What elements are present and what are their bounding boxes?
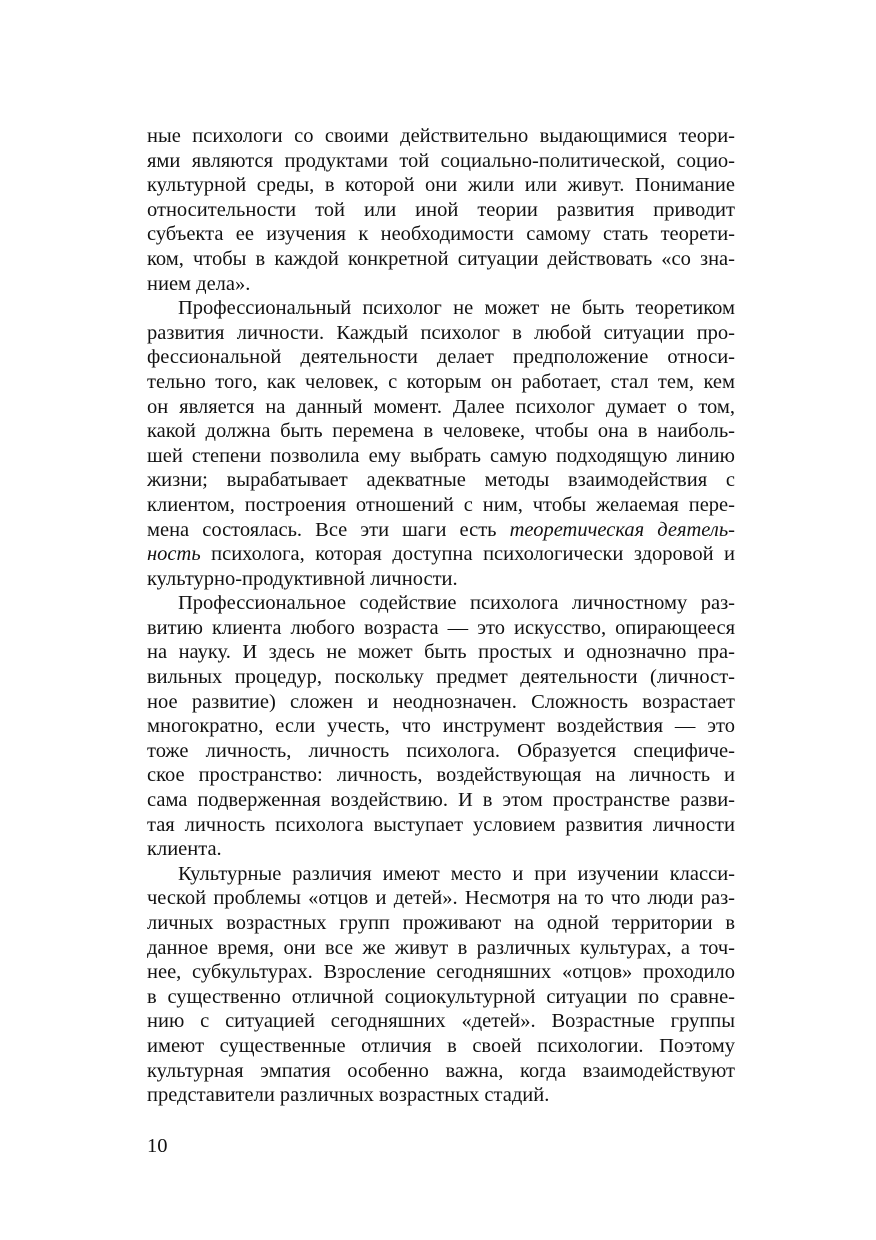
text-line: клиентом, построения отношений с ним, чтобы желаемая пере- — [147, 493, 735, 516]
text-line: ями являются продуктами той социально-политической, социо- — [147, 149, 735, 172]
text-line: Культурные различия имеют место и при изучении класси- — [178, 862, 735, 885]
text-line: на науку. И здесь не может быть простых и однозначно пра- — [147, 641, 735, 664]
text-line: фессиональной деятельности делает предположение относи- — [147, 346, 735, 369]
text-line: имеют существенные отличия в своей психологии. Поэтому — [147, 1034, 735, 1057]
text-line: культурной среды, в которой они жили или живут. Понимание — [147, 174, 735, 197]
text-line: Профессиональный психолог не может не быть теоретиком — [178, 297, 735, 320]
text-line: относительности той или иной теории развития приводит — [147, 198, 735, 221]
text-line: сама подверженная воздействию. И в этом пространстве разви- — [147, 789, 735, 812]
italic-term: теоретическая деятель- — [509, 518, 735, 541]
paragraph-3 — [147, 591, 735, 862]
text-line: Профессиональное содействие психолога личностному раз- — [178, 592, 735, 615]
text-run: мена состоялась. Все эти шаги есть — [147, 518, 510, 541]
text-line: он является на данный момент. Далее психолог думает о том, — [147, 395, 735, 418]
text-line: нию с ситуацией сегодняшних «детей». Возрастные группы — [147, 1010, 735, 1033]
text-line — [147, 518, 735, 543]
text-line: культурно-продуктивной личности. — [147, 567, 458, 590]
text-line: ческой проблемы «отцов и детей». Несмотря на то что люди раз- — [147, 887, 735, 910]
text-line: нее, субкультурах. Взросление сегодняшних «отцов» проходило — [147, 961, 735, 984]
text-line: шей степени позволила ему выбрать самую подходящую линию — [147, 444, 735, 467]
italic-term: ность — [147, 543, 201, 566]
text-line: культурная эмпатия особенно важна, когда взаимодействуют — [147, 1059, 735, 1082]
paragraph-2 — [147, 296, 735, 591]
paragraph-4 — [147, 862, 735, 1108]
text-run: психолога, которая доступна психологически здоровой и — [200, 543, 735, 566]
text-line: ское пространство: личность, воздействующая на личность и — [147, 764, 735, 787]
text-line: тоже личность, личность психолога. Образуется специфиче- — [147, 739, 735, 762]
page-number: 10 — [147, 1135, 168, 1157]
paragraph-1 — [147, 124, 735, 296]
text-line: клиента. — [147, 838, 222, 861]
text-line: развития личности. Каждый психолог в любой ситуации про- — [147, 321, 735, 344]
text-line: жизни; вырабатывает адекватные методы взаимодействия с — [147, 469, 735, 492]
text-line: субъекта ее изучения к необходимости самому стать теорети- — [147, 223, 735, 246]
text-line: представители различных возрастных стадий. — [147, 1084, 550, 1107]
text-line: ное развитие) сложен и неоднозначен. Сложность возрастает — [147, 690, 735, 713]
text-line: витию клиента любого возраста — это искусство, опирающееся — [147, 616, 735, 639]
text-line: данное время, они все же живут в различных культурах, а точ- — [147, 936, 735, 959]
text-line: вильных процедур, поскольку предмет деятельности (личност- — [147, 666, 735, 689]
text-line: личных возрастных групп проживают на одной территории в — [147, 912, 735, 934]
body-text — [147, 124, 735, 1108]
text-line: тая личность психолога выступает условием развития личности — [147, 813, 735, 836]
text-line: в существенно отличной социокультурной ситуации по сравне- — [147, 985, 735, 1008]
text-line: ком, чтобы в каждой конкретной ситуации действовать «со зна- — [147, 247, 735, 270]
text-line: ные психологи со своими действительно выдающимися теори- — [147, 125, 735, 147]
text-line: многократно, если учесть, что инструмент воздействия — это — [147, 715, 735, 738]
text-line — [147, 542, 735, 567]
text-line: нием дела». — [147, 272, 251, 295]
text-line: тельно того, как человек, с которым он работает, стал тем, кем — [147, 370, 735, 393]
text-line: какой должна быть перемена в человеке, чтобы она в наиболь- — [147, 420, 735, 443]
